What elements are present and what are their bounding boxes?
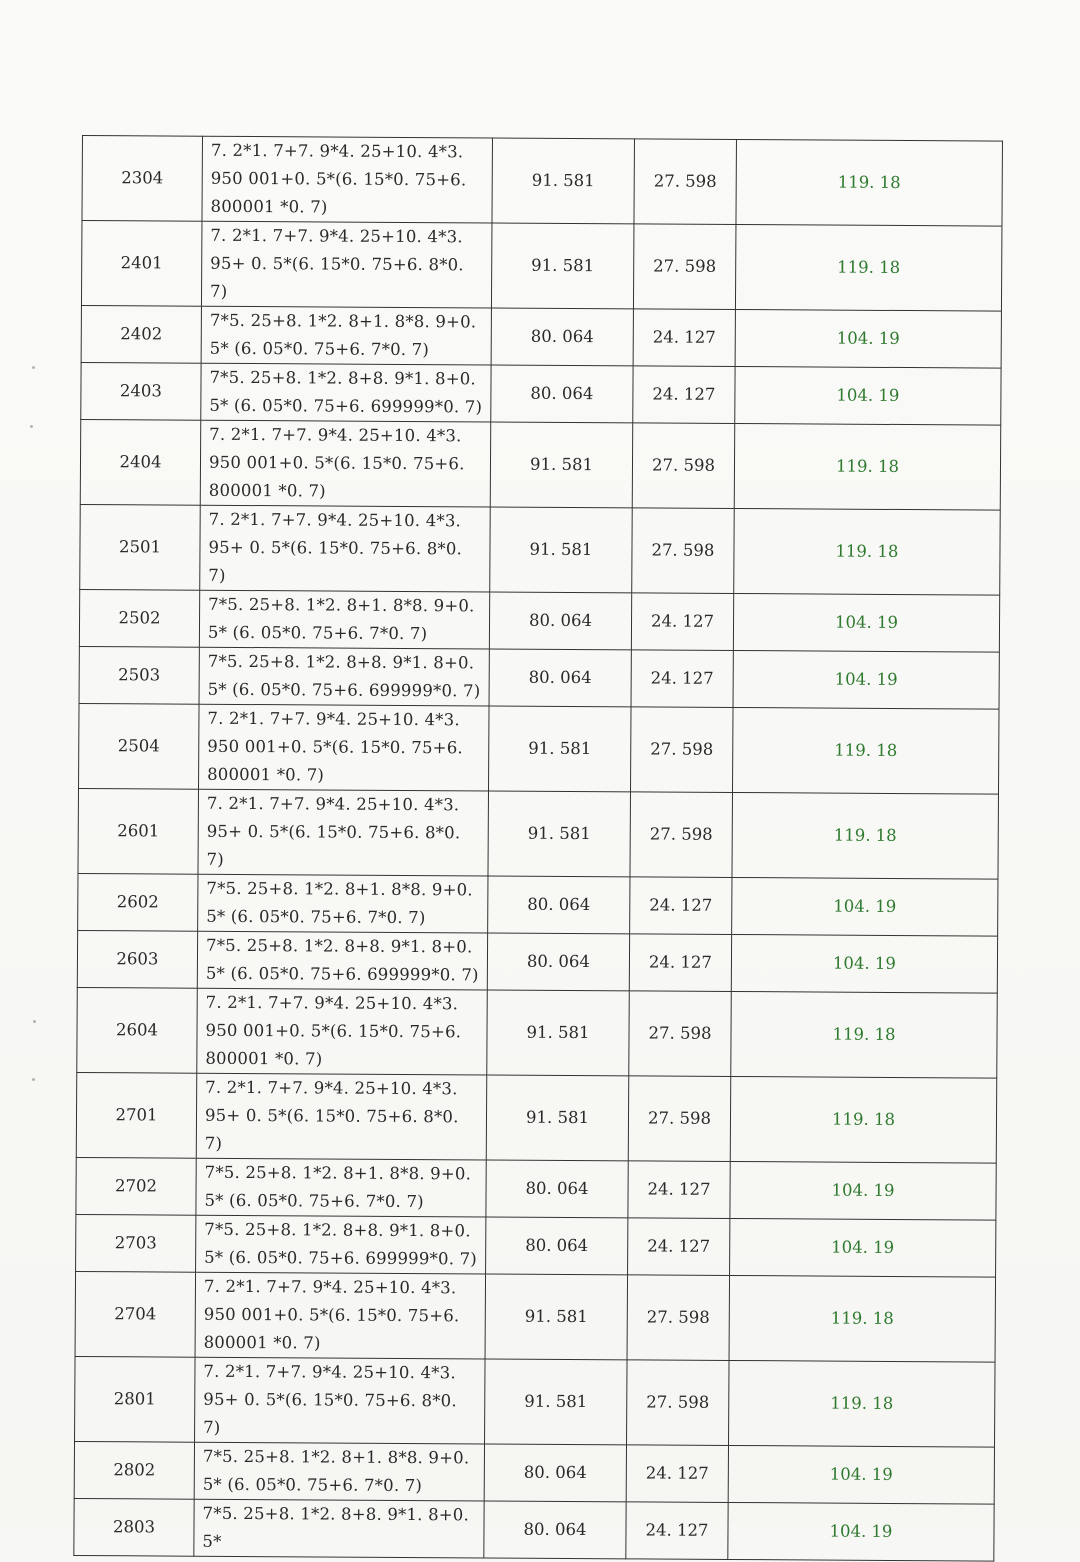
inner-area-cell: 80. 064 <box>491 365 633 423</box>
shared-area-cell: 27. 598 <box>627 1275 730 1361</box>
shared-area-cell: 27. 598 <box>629 991 732 1077</box>
table-row <box>79 703 1000 794</box>
inner-area-cell: 91. 581 <box>491 223 634 309</box>
total-area-cell: 104. 19 <box>730 1161 996 1220</box>
total-area-cell: 104. 19 <box>728 1502 994 1561</box>
total-area-cell: 119. 18 <box>736 139 1003 226</box>
area-formula-cell: 7*5. 25+8. 1*2. 8+1. 8*8. 9+0. 5* (6. 05*0. 75+6. 7*0. 7) <box>199 590 489 649</box>
area-formula-cell: 7*5. 25+8. 1*2. 8+8. 9*1. 8+0. 5* <box>194 1499 484 1558</box>
area-formula-cell: 7*5. 25+8. 1*2. 8+8. 9*1. 8+0. 5* (6. 05*0. 75+6. 699999*0. 7) <box>197 931 487 990</box>
area-formula-cell: 7. 2*1. 7+7. 9*4. 25+10. 4*3. 95+ 0. 5*(6. 15*0. 75+6. 8*0. 7) <box>201 221 492 308</box>
shared-area-cell: 27. 598 <box>633 224 736 310</box>
shared-area-cell: 24. 127 <box>630 877 732 935</box>
area-formula-cell: 7*5. 25+8. 1*2. 8+1. 8*8. 9+0. 5* (6. 05*0. 75+6. 7*0. 7) <box>201 306 491 365</box>
room-number-cell: 2404 <box>80 419 201 505</box>
table-row <box>76 1214 996 1277</box>
total-area-cell: 104. 19 <box>732 877 998 936</box>
table-row <box>80 419 1001 510</box>
room-number-cell: 2803 <box>74 1498 194 1556</box>
scan-speck <box>33 1020 36 1023</box>
area-formula-cell: 7. 2*1. 7+7. 9*4. 25+10. 4*3. 95+ 0. 5*(6. 15*0. 75+6. 8*0. 7) <box>200 505 491 592</box>
inner-area-cell: 91. 581 <box>488 791 631 877</box>
table-row <box>76 1157 996 1220</box>
inner-area-cell: 91. 581 <box>486 1075 629 1161</box>
total-area-cell: 119. 18 <box>734 508 1001 595</box>
area-formula-cell: 7*5. 25+8. 1*2. 8+1. 8*8. 9+0. 5* (6. 05*0. 75+6. 7*0. 7) <box>198 874 488 933</box>
scan-speck <box>32 366 35 369</box>
total-area-cell: 119. 18 <box>735 224 1002 311</box>
inner-area-cell: 80. 064 <box>484 1501 626 1559</box>
shared-area-cell: 24. 127 <box>626 1502 728 1560</box>
total-area-cell: 119. 18 <box>731 991 998 1078</box>
inner-area-cell: 91. 581 <box>490 507 633 593</box>
shared-area-cell: 24. 127 <box>626 1445 728 1503</box>
inner-area-cell: 80. 064 <box>486 1217 628 1275</box>
area-formula-cell: 7. 2*1. 7+7. 9*4. 25+10. 4*3. 95+ 0. 5*(6. 15*0. 75+6. 8*0. 7) <box>198 789 489 876</box>
room-number-cell: 2402 <box>81 305 201 363</box>
area-formula-cell: 7. 2*1. 7+7. 9*4. 25+10. 4*3. 950 001+0. 5*(6. 15*0. 75+6. 800001 *0. 7) <box>195 1272 486 1359</box>
shared-area-cell: 24. 127 <box>633 309 735 367</box>
table-row <box>74 1441 994 1504</box>
inner-area-cell: 80. 064 <box>487 933 629 991</box>
room-number-cell: 2503 <box>79 646 199 704</box>
area-table-container <box>82 135 1002 1556</box>
area-formula-cell: 7. 2*1. 7+7. 9*4. 25+10. 4*3. 950 001+0. 5*(6. 15*0. 75+6. 800001 *0. 7) <box>202 136 493 223</box>
table-row <box>75 1271 996 1362</box>
shared-area-cell: 24. 127 <box>631 593 733 651</box>
total-area-cell: 119. 18 <box>732 707 999 794</box>
area-formula-cell: 7. 2*1. 7+7. 9*4. 25+10. 4*3. 95+ 0. 5*(6. 15*0. 75+6. 8*0. 7) <box>195 1357 486 1444</box>
shared-area-cell: 27. 598 <box>630 792 733 878</box>
area-table-body <box>74 136 1003 1562</box>
inner-area-cell: 80. 064 <box>486 1160 628 1218</box>
inner-area-cell: 80. 064 <box>491 308 633 366</box>
shared-area-cell: 24. 127 <box>633 366 735 424</box>
shared-area-cell: 27. 598 <box>632 423 735 509</box>
room-number-cell: 2704 <box>75 1271 196 1357</box>
inner-area-cell: 91. 581 <box>487 990 630 1076</box>
area-formula-cell: 7*5. 25+8. 1*2. 8+1. 8*8. 9+0. 5* (6. 05*0. 75+6. 7*0. 7) <box>196 1158 486 1217</box>
area-formula-cell: 7*5. 25+8. 1*2. 8+8. 9*1. 8+0. 5* (6. 05*0. 75+6. 699999*0. 7) <box>201 363 491 422</box>
table-row <box>78 873 998 936</box>
room-number-cell: 2802 <box>74 1441 194 1499</box>
inner-area-cell: 80. 064 <box>488 876 630 934</box>
total-area-cell: 119. 18 <box>730 1076 997 1163</box>
shared-area-cell: 27. 598 <box>632 508 735 594</box>
room-number-cell: 2702 <box>76 1157 196 1215</box>
room-number-cell: 2304 <box>82 136 203 222</box>
shared-area-cell: 24. 127 <box>628 1161 730 1219</box>
room-number-cell: 2504 <box>79 703 200 789</box>
table-row <box>81 221 1002 312</box>
room-number-cell: 2403 <box>81 362 201 420</box>
shared-area-cell: 27. 598 <box>627 1360 730 1446</box>
total-area-cell: 104. 19 <box>730 1218 996 1277</box>
shared-area-cell: 27. 598 <box>630 707 733 793</box>
inner-area-cell: 80. 064 <box>489 649 631 707</box>
shared-area-cell: 24. 127 <box>628 1218 730 1276</box>
inner-area-cell: 80. 064 <box>489 592 631 650</box>
table-row <box>80 504 1001 595</box>
table-row <box>77 930 997 993</box>
area-formula-cell: 7*5. 25+8. 1*2. 8+8. 9*1. 8+0. 5* (6. 05*0. 75+6. 699999*0. 7) <box>196 1215 486 1274</box>
room-number-cell: 2801 <box>75 1356 196 1442</box>
room-number-cell: 2502 <box>79 589 199 647</box>
area-formula-cell: 7. 2*1. 7+7. 9*4. 25+10. 4*3. 950 001+0. 5*(6. 15*0. 75+6. 800001 *0. 7) <box>200 420 491 507</box>
inner-area-cell: 91. 581 <box>485 1359 628 1445</box>
room-number-cell: 2602 <box>78 873 198 931</box>
inner-area-cell: 91. 581 <box>489 706 632 792</box>
scan-speck <box>32 1078 35 1081</box>
table-row <box>79 589 999 652</box>
room-number-cell: 2701 <box>76 1072 197 1158</box>
total-area-cell: 104. 19 <box>728 1445 994 1504</box>
room-number-cell: 2401 <box>81 221 202 307</box>
table-row <box>81 362 1001 425</box>
shared-area-cell: 27. 598 <box>628 1076 731 1162</box>
table-row <box>74 1498 994 1561</box>
area-table <box>73 135 1003 1562</box>
total-area-cell: 104. 19 <box>735 366 1001 425</box>
room-number-cell: 2601 <box>78 788 199 874</box>
table-row <box>76 1072 997 1163</box>
inner-area-cell: 91. 581 <box>490 422 633 508</box>
total-area-cell: 119. 18 <box>729 1275 996 1362</box>
table-row <box>81 305 1001 368</box>
total-area-cell: 104. 19 <box>733 650 999 709</box>
room-number-cell: 2604 <box>77 987 198 1073</box>
shared-area-cell: 27. 598 <box>634 139 737 225</box>
total-area-cell: 119. 18 <box>729 1360 996 1447</box>
room-number-cell: 2703 <box>76 1214 196 1272</box>
scan-speck <box>30 425 33 428</box>
area-formula-cell: 7. 2*1. 7+7. 9*4. 25+10. 4*3. 950 001+0. 5*(6. 15*0. 75+6. 800001 *0. 7) <box>199 704 490 791</box>
total-area-cell: 104. 19 <box>733 593 999 652</box>
table-row <box>77 987 998 1078</box>
table-row <box>75 1356 996 1447</box>
area-formula-cell: 7. 2*1. 7+7. 9*4. 25+10. 4*3. 950 001+0. 5*(6. 15*0. 75+6. 800001 *0. 7) <box>197 988 488 1075</box>
table-row <box>82 136 1003 227</box>
area-formula-cell: 7*5. 25+8. 1*2. 8+1. 8*8. 9+0. 5* (6. 05*0. 75+6. 7*0. 7) <box>194 1442 484 1501</box>
room-number-cell: 2501 <box>80 504 201 590</box>
inner-area-cell: 91. 581 <box>492 138 635 224</box>
room-number-cell: 2603 <box>77 930 197 988</box>
area-formula-cell: 7*5. 25+8. 1*2. 8+8. 9*1. 8+0. 5* (6. 05*0. 75+6. 699999*0. 7) <box>199 647 489 706</box>
shared-area-cell: 24. 127 <box>631 650 733 708</box>
inner-area-cell: 91. 581 <box>485 1274 628 1360</box>
total-area-cell: 119. 18 <box>732 792 999 879</box>
table-row <box>79 646 999 709</box>
inner-area-cell: 80. 064 <box>484 1444 626 1502</box>
table-row <box>78 788 999 879</box>
shared-area-cell: 24. 127 <box>629 934 731 992</box>
area-formula-cell: 7. 2*1. 7+7. 9*4. 25+10. 4*3. 95+ 0. 5*(6. 15*0. 75+6. 8*0. 7) <box>196 1073 487 1160</box>
total-area-cell: 119. 18 <box>734 423 1001 510</box>
total-area-cell: 104. 19 <box>735 309 1001 368</box>
total-area-cell: 104. 19 <box>731 934 997 993</box>
